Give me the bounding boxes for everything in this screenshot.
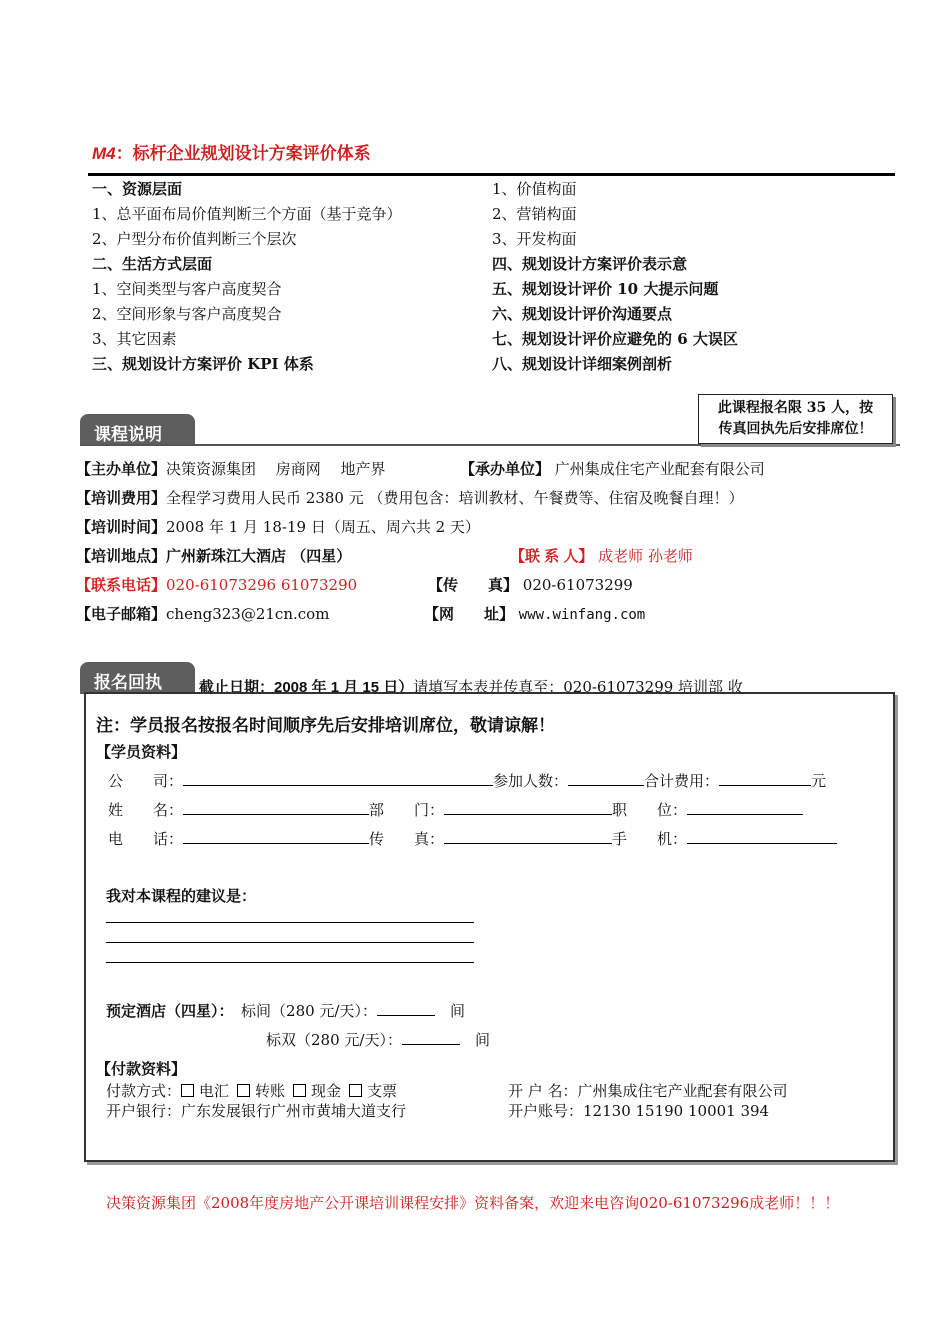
checkbox-icon[interactable]	[349, 1084, 362, 1097]
tel-field[interactable]	[183, 829, 369, 844]
phone-row: 【联系电话】020-61073296 61073290	[76, 576, 358, 594]
outline-item: 一、资源层面	[92, 180, 183, 198]
module-title-text: 标杆企业规划设计方案评价体系	[132, 144, 371, 163]
fax-value: 020-61073299	[522, 576, 633, 594]
website-value: www.winfang.com	[518, 607, 646, 623]
fee-value: 全程学习费用人民币 2380 元 （费用包含：培训教材、午餐费等、住宿及晚餐自理！）	[166, 489, 744, 507]
website-row: 【网 址】 www.winfang.com	[424, 606, 646, 623]
suggestion-line-2[interactable]	[106, 942, 474, 943]
phone-fax-row: 电 话： 传 真： 手 机：	[108, 828, 837, 849]
checkbox-icon[interactable]	[293, 1084, 306, 1097]
outline-item: 1、价值构面	[492, 180, 577, 198]
contact-row: 【联 系 人】 成老师 孙老师	[510, 547, 693, 565]
outline-item: 八、规划设计详细案例剖析	[492, 355, 673, 373]
course-tab-rule	[80, 444, 900, 446]
twin-room-row: 标双（280 元/天）： 间	[266, 1031, 490, 1049]
email-value: cheng323@21cn.com	[166, 605, 330, 623]
payment-option[interactable]: 转账	[237, 1082, 285, 1100]
payment-method-row: 付款方式： 电汇 转账 现金 支票	[106, 1082, 398, 1100]
organizer-value: 决策资源集团 房商网 地产界	[166, 460, 386, 478]
outline-item: 1、空间类型与客户高度契合	[92, 280, 282, 298]
contact-value: 成老师 孙老师	[598, 547, 693, 565]
place-value: 广州新珠江大酒店 （四星）	[166, 547, 352, 565]
checkbox-icon[interactable]	[237, 1084, 250, 1097]
time-row: 【培训时间】2008 年 1 月 18-19 日（周五、周六共 2 天）	[76, 518, 480, 536]
total-fee-field[interactable]	[719, 771, 811, 786]
outline-item: 1、总平面布局价值判断三个方面（基于竞争）	[92, 205, 402, 223]
student-section-title: 【学员资料】	[96, 744, 187, 761]
bank-row: 开户银行：广东发展银行广州市黄埔大道支行	[106, 1102, 407, 1120]
position-field[interactable]	[687, 800, 803, 815]
outline-item: 三、规划设计方案评价 KPI 体系	[92, 355, 314, 373]
course-tab: 课程说明	[80, 414, 195, 446]
bank-value: 广东发展银行广州市黄埔大道支行	[181, 1102, 407, 1120]
attendees-field[interactable]	[568, 771, 644, 786]
email-row: 【电子邮箱】cheng323@21cn.com	[76, 605, 330, 623]
checkbox-icon[interactable]	[181, 1084, 194, 1097]
account-name-row: 开 户 名：广州集成住宅产业配套有限公司	[508, 1082, 788, 1100]
outline-item: 五、规划设计评价 10 大提示问题	[492, 280, 719, 298]
title-rule	[88, 173, 895, 176]
outline-item: 四、规划设计方案评价表示意	[492, 255, 688, 273]
name-field[interactable]	[183, 800, 369, 815]
place-row: 【培训地点】广州新珠江大酒店 （四星）	[76, 547, 352, 565]
outline-item: 2、户型分布价值判断三个层次	[92, 230, 297, 248]
account-no-value: 12130 15190 10001 394	[583, 1102, 770, 1120]
suggestion-line-3[interactable]	[106, 962, 474, 963]
registration-tab: 报名回执	[80, 662, 195, 694]
seat-limit-notice: 此课程报名限 35 人，按 传真回执先后安排席位！	[698, 394, 893, 444]
company-field[interactable]	[183, 771, 493, 786]
standard-room-field[interactable]	[377, 1001, 435, 1016]
fax-row: 【传 真】 020-61073299	[428, 576, 633, 594]
organizer-row: 【主办单位】决策资源集团 房商网 地产界	[76, 460, 386, 478]
suggestion-line-1[interactable]	[106, 922, 474, 923]
hotel-row: 预定酒店（四星）： 标间（280 元/天）： 间	[106, 1002, 466, 1020]
account-no-row: 开户账号：12130 15190 10001 394	[508, 1102, 770, 1120]
module-code: M4	[92, 144, 116, 163]
payment-option[interactable]: 电汇	[181, 1082, 229, 1100]
registration-note: 注：学员报名按报名时间顺序先后安排培训席位，敬请谅解！	[96, 716, 555, 735]
suggestion-label: 我对本课程的建议是：	[106, 888, 257, 905]
outline-item: 二、生活方式层面	[92, 255, 213, 273]
company-row: 公 司： 参加人数： 合计费用： 元	[108, 772, 827, 790]
co-organizer-row: 【承办单位】 广州集成住宅产业配套有限公司	[460, 460, 765, 478]
payment-section-title: 【付款资料】	[96, 1061, 187, 1078]
payment-option[interactable]: 支票	[349, 1082, 397, 1100]
deadline-line: 截止日期：2008 年 1 月 15 日）请填写本表并传真至：020-61073299 培训部 收	[199, 678, 743, 696]
account-name-value: 广州集成住宅产业配套有限公司	[577, 1082, 788, 1100]
outline-item: 2、空间形象与客户高度契合	[92, 305, 282, 323]
mobile-field[interactable]	[687, 829, 837, 844]
phone-value: 020-61073296 61073290	[166, 576, 358, 594]
co-organizer-value: 广州集成住宅产业配套有限公司	[554, 460, 765, 478]
module-title: M4：标杆企业规划设计方案评价体系	[92, 144, 371, 163]
outline-item: 七、规划设计评价应避免的 6 大误区	[492, 330, 738, 348]
fax-field[interactable]	[444, 829, 612, 844]
outline-item: 3、开发构面	[492, 230, 577, 248]
twin-room-field[interactable]	[402, 1030, 460, 1045]
name-row: 姓 名： 部 门： 职 位：	[108, 799, 803, 820]
outline-item: 六、规划设计评价沟通要点	[492, 305, 673, 323]
dept-field[interactable]	[444, 800, 612, 815]
time-value: 2008 年 1 月 18-19 日（周五、周六共 2 天）	[166, 518, 480, 536]
outline-item: 3、其它因素	[92, 330, 177, 348]
outline-item: 2、营销构面	[492, 205, 577, 223]
payment-option[interactable]: 现金	[293, 1082, 341, 1100]
footer-note: 决策资源集团《2008年度房地产公开课培训课程安排》资料备案，欢迎来电咨询020-61073296成老师！！！	[106, 1194, 840, 1212]
fee-row: 【培训费用】全程学习费用人民币 2380 元 （费用包含：培训教材、午餐费等、住宿及晚餐自理！）	[76, 489, 744, 507]
